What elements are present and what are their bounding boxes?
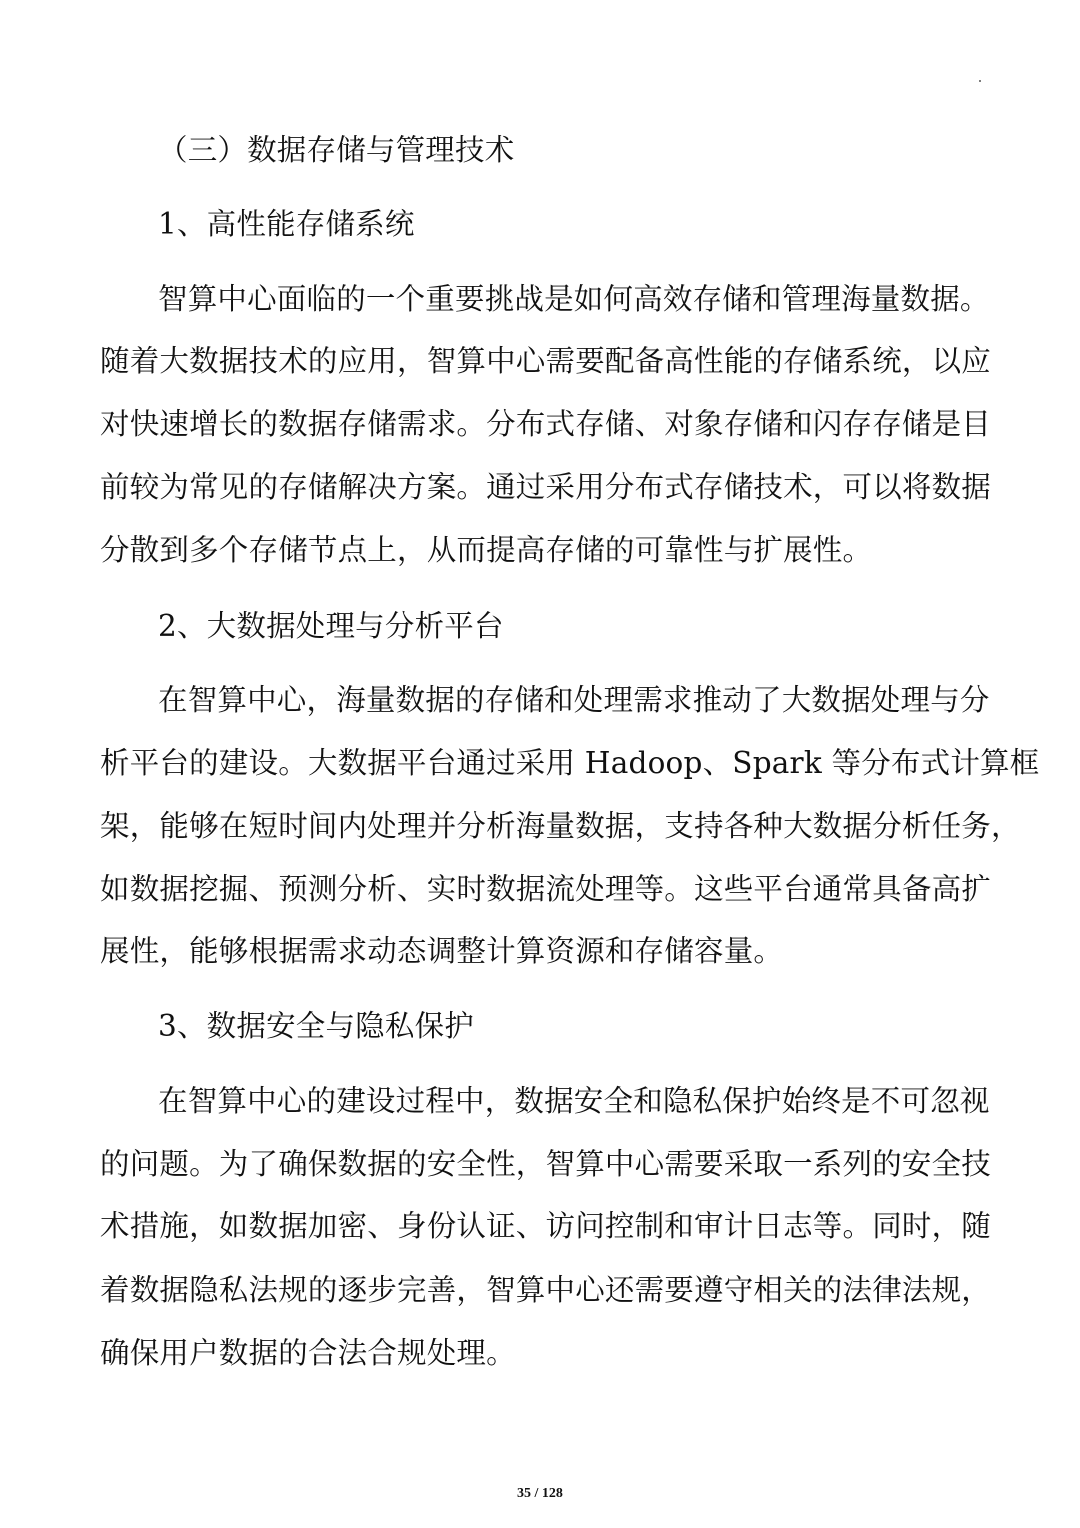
paragraph-line: 智算中心面临的一个重要挑战是如何高效存储和管理海量数据。 xyxy=(158,282,990,316)
paragraph-line: 对快速增长的数据存储需求。分布式存储、对象存储和闪存存储是目 xyxy=(100,407,992,441)
paragraph-line: 展性，能够根据需求动态调整计算资源和存储容量。 xyxy=(100,934,784,968)
corner-mark xyxy=(979,80,981,82)
paragraph-line: 确保用户数据的合法合规处理。 xyxy=(100,1336,516,1370)
paragraph-line: 析平台的建设。大数据平台通过采用 Hadoop、Spark 等分布式计算框 xyxy=(100,746,1040,780)
paragraph-line: 着数据隐私法规的逐步完善，智算中心还需要遵守相关的法律法规， xyxy=(100,1273,992,1307)
paragraph-line: 分散到多个存储节点上，从而提高存储的可靠性与扩展性。 xyxy=(100,533,873,567)
paragraph-line: 的问题。为了确保数据的安全性，智算中心需要采取一系列的安全技 xyxy=(100,1147,992,1181)
paragraph-line: 如数据挖掘、预测分析、实时数据流处理等。这些平台通常具备高扩 xyxy=(100,872,992,906)
paragraph-line: 随着大数据技术的应用，智算中心需要配备高性能的存储系统，以应 xyxy=(100,344,992,378)
paragraph-line: 前较为常见的存储解决方案。通过采用分布式存储技术，可以将数据 xyxy=(100,470,992,504)
page-number: 35 / 128 xyxy=(517,1486,563,1501)
paragraph-line: 术措施，如数据加密、身份认证、访问控制和审计日志等。同时，随 xyxy=(100,1209,992,1243)
paragraph-line: 在智算中心，海量数据的存储和处理需求推动了大数据处理与分 xyxy=(158,683,990,717)
section-heading: （三）数据存储与管理技术 xyxy=(158,133,515,167)
subsection-heading-3: 3、数据安全与隐私保护 xyxy=(158,1009,474,1043)
paragraph-line: 架，能够在短时间内处理并分析海量数据，支持各种大数据分析任务， xyxy=(100,809,1021,843)
subsection-heading-1: 1、高性能存储系统 xyxy=(158,207,415,241)
paragraph-line: 在智算中心的建设过程中，数据安全和隐私保护始终是不可忽视 xyxy=(158,1084,990,1118)
subsection-heading-2: 2、大数据处理与分析平台 xyxy=(158,609,504,643)
